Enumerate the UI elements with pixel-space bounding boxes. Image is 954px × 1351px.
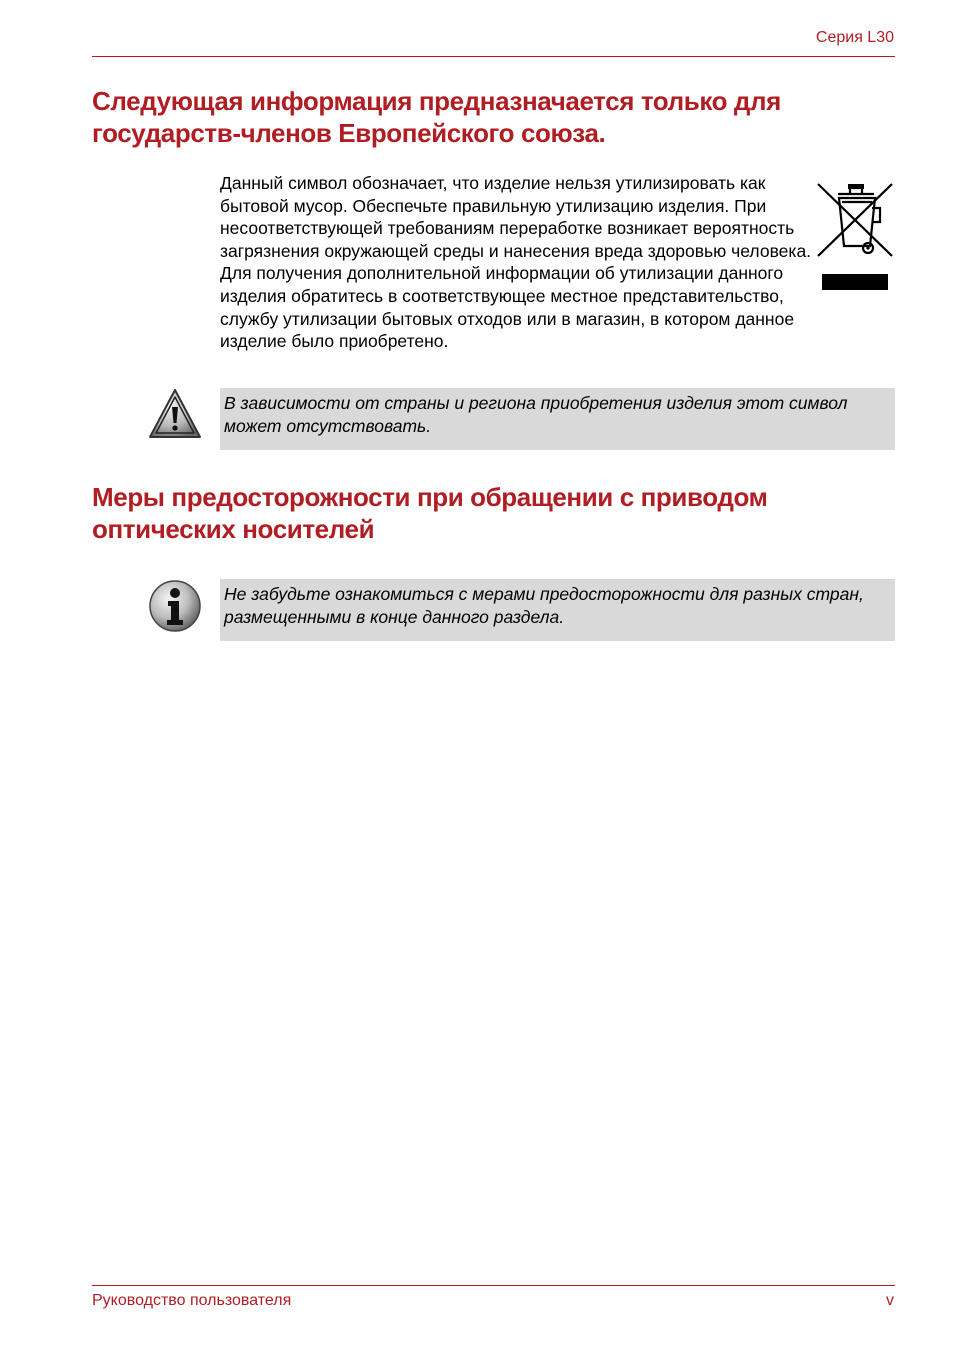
header-rule [92, 56, 895, 57]
header-series: Серия L30 [815, 29, 894, 46]
footer-page-number: v [886, 1292, 894, 1309]
footer-rule [92, 1285, 895, 1286]
section2-title: Меры предосторожности при обращении с приводом оптических носителей [92, 482, 768, 544]
section2-note: Не забудьте ознакомиться с мерами предосторожности для разных стран, размещенными в конце данного раздела. [220, 579, 895, 641]
warning-triangle-icon [148, 387, 202, 441]
section1-body: Данный символ обозначает, что изделие нельзя утилизировать как бытовой мусор. Обеспечьте правильную утилизацию изделия. При несоответствующей требованиям переработке возникает вероятность загрязнения окружающей среды и нанесения вреда здоровью человека. Для получения дополнительной информации об утилизации данного изделия обратитесь в соответствующее местное представительство, службу утилизации бытовых отходов или в магазин, в котором данное изделие было приобретено. [220, 173, 812, 352]
section1-title: Следующая информация предназначается только для государств-членов Европейского союза. [92, 86, 781, 148]
weee-bin-icon [814, 178, 894, 292]
section1-note: В зависимости от страны и региона приобретения изделия этот символ может отсутствовать. [220, 388, 895, 450]
info-icon [148, 579, 202, 633]
footer-manual-title: Руководство пользователя [92, 1292, 292, 1309]
